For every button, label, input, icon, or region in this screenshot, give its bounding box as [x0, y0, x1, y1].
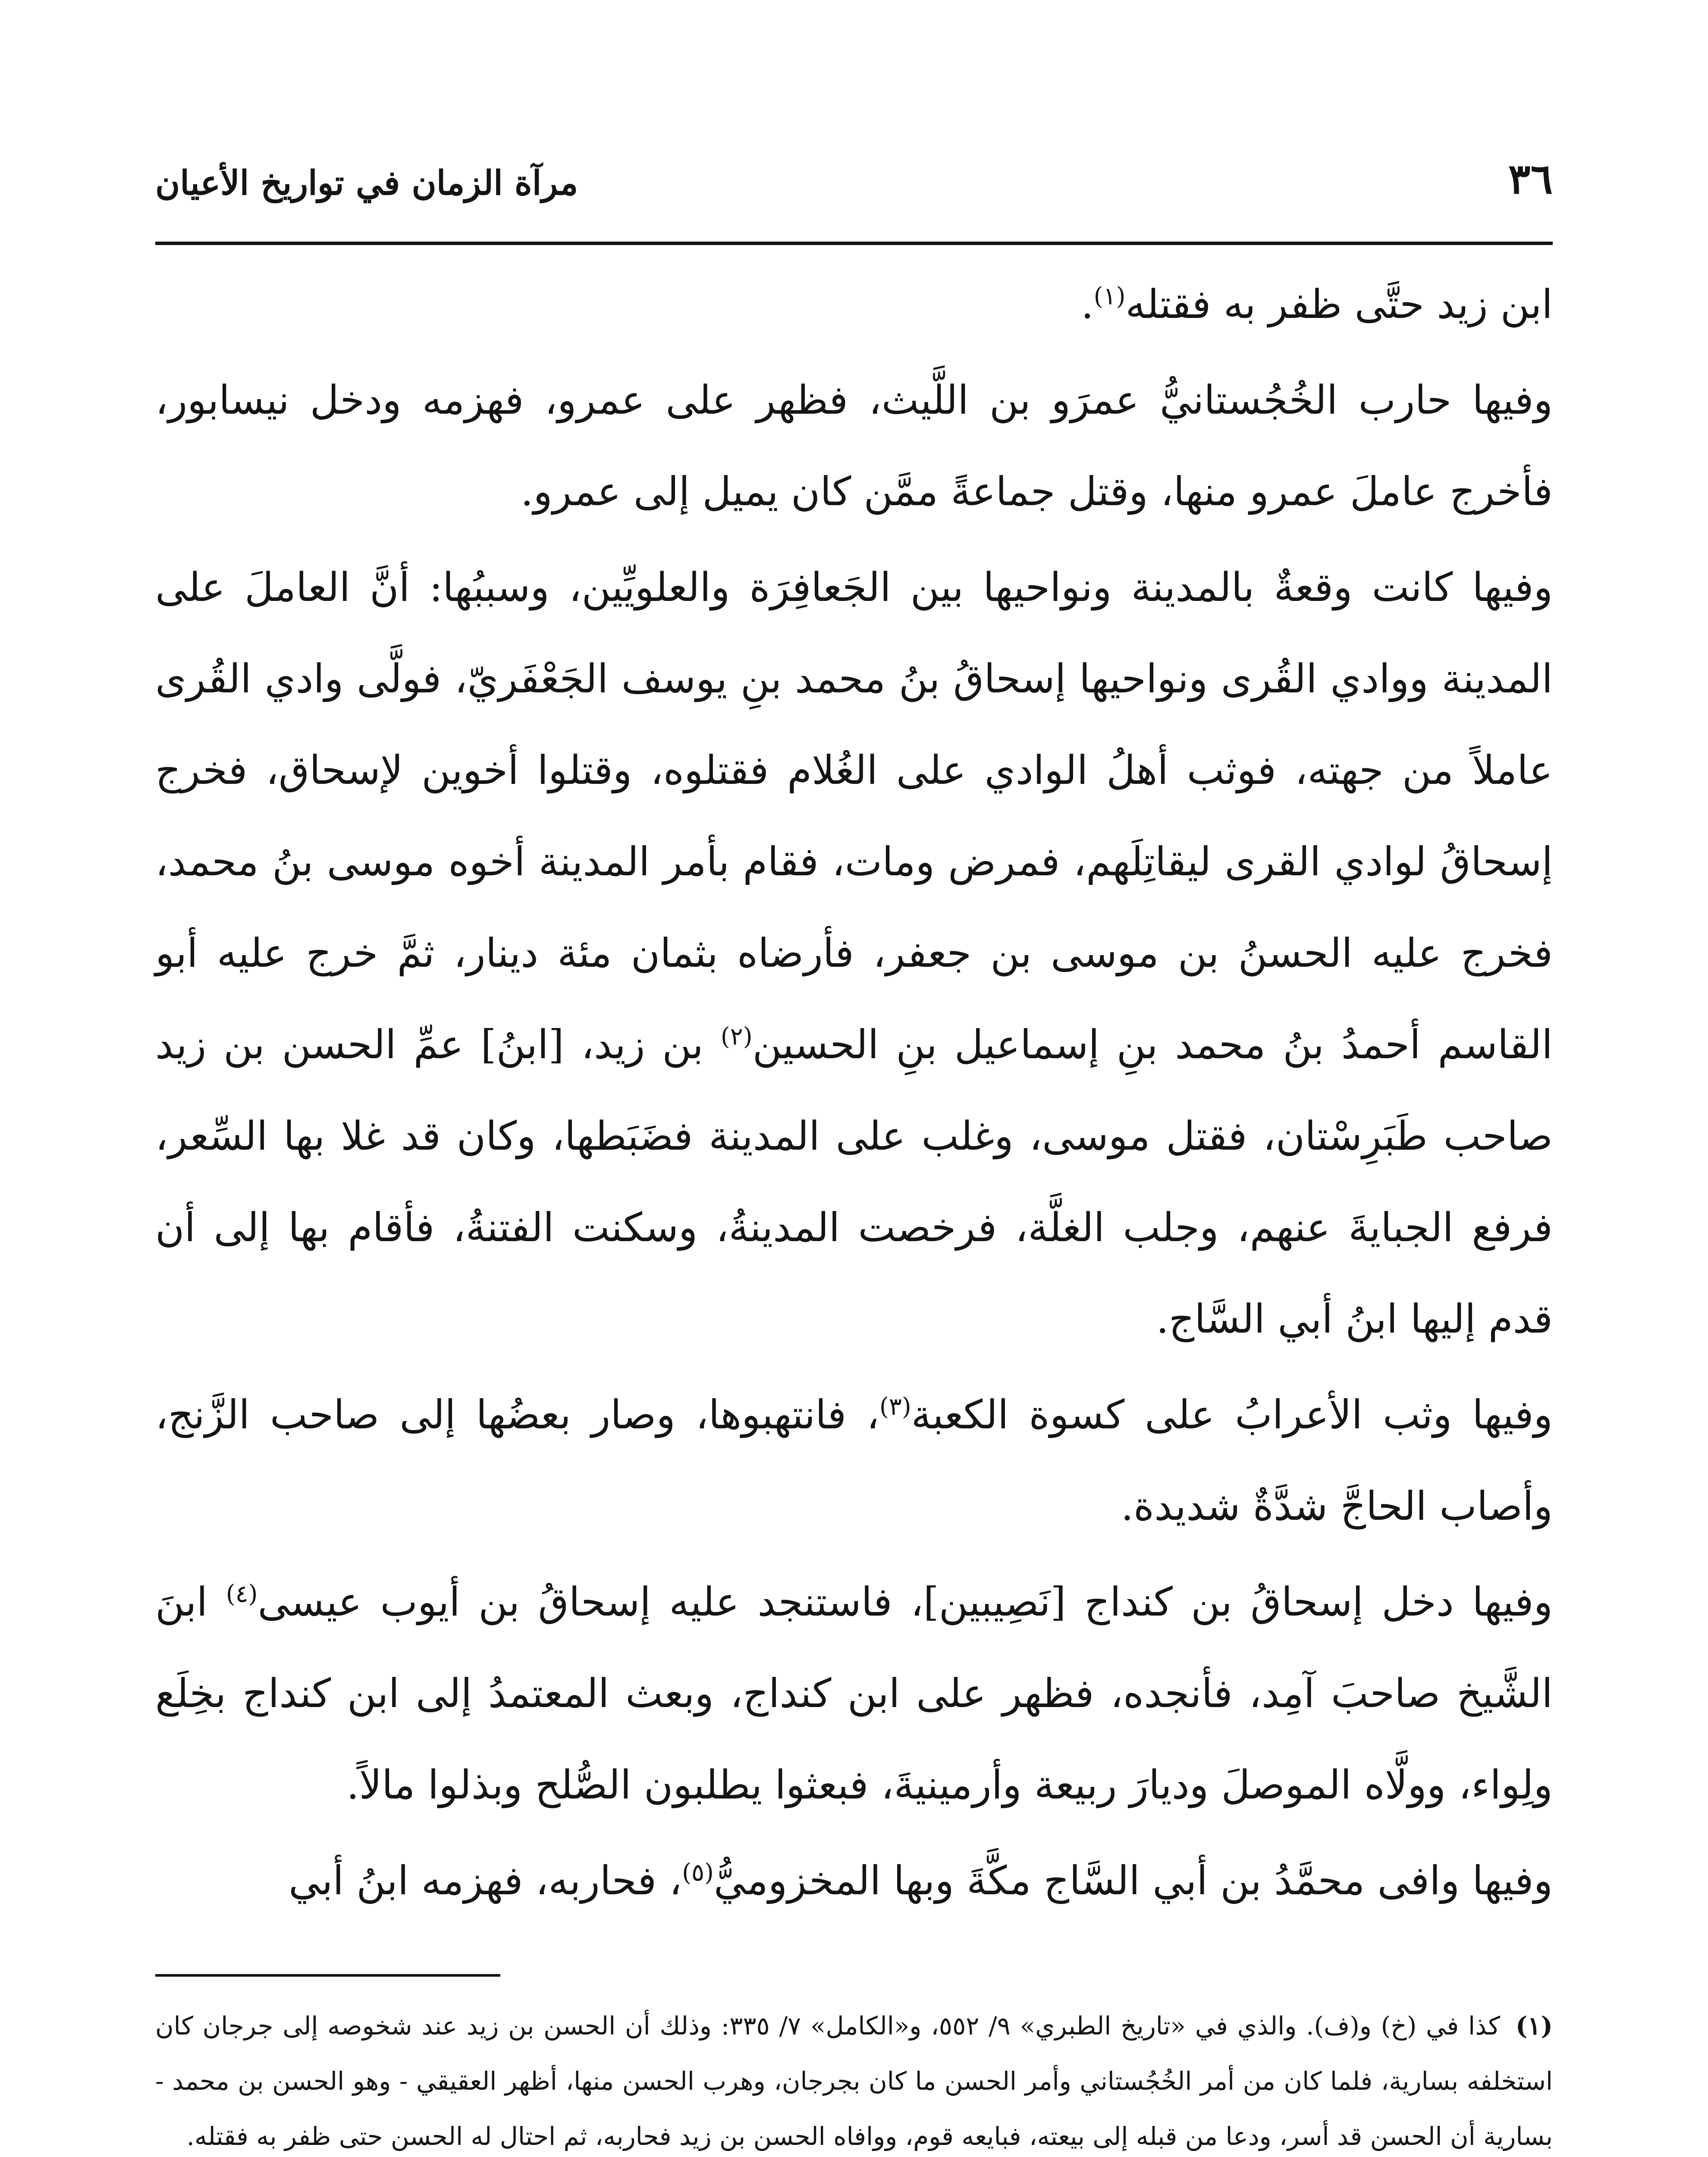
- footnote-marker-5: (٥): [682, 1858, 714, 1887]
- paragraph-tail: .: [1081, 281, 1094, 327]
- paragraph-text: وفيها وثب الأعرابُ على كسوة الكعبة: [911, 1392, 1553, 1438]
- footnote-separator: [155, 1974, 500, 1977]
- paragraph-text: ابن زيد حتَّى ظفر به فقتله: [1125, 281, 1553, 327]
- paragraph-tail: ، فحاربه، فهزمه ابنُ أبي: [289, 1858, 682, 1904]
- book-page: [155, 142, 1553, 2157]
- page-header: [155, 142, 1553, 250]
- paragraph-text: وفيها كانت وقعةٌ بالمدينة ونواحيها بين الجَعافِرَة والعلويِّين، وسببُها: أنَّ العاملَ على المدينة ووادي القُرى ونواحيها إسحاقُ بنُ محمد بنِ يوسف الجَعْفَريّ، فولَّى وادي القُرى عاملاً من جهته، فوثب أهلُ الوادي على الغُلام فقتلوه، وقتلوا أخوين لإسحاق، فخرج إسحاقُ لوادي القرى ليقاتِلَهم، فمرض ومات، فقام بأمر المدينة أخوه موسى بنُ محمد، فخرج عليه الحسنُ بن موسى بن جعفر، فأرضاه بثمان مئة دينار، ثمَّ خرج عليه أبو القاسم أحمدُ بنُ محمد بنِ إسماعيل بنِ الحسين: [155, 564, 1553, 1068]
- footnotes: [155, 1998, 1553, 2157]
- footnote-marker-2: (٢): [720, 1022, 753, 1051]
- footnote-marker-1: (١): [1093, 282, 1126, 311]
- paragraph-tail: بن زيد، [ابنُ] عمِّ الحسن بن زيد صاحب طَبَرِسْتان، فقتل موسى، وغلب على المدينة فضَبَطها، وكان قد غلا بها السِّعر، فرفع الجبايةَ عنهم، وجلب الغلَّة، فرخصت المدينةُ، وسكنت الفتنةُ، فأقام بها إلى أن قدم إليها ابنُ أبي السَّاج.: [155, 1022, 1553, 1342]
- main-text: [155, 259, 1553, 1927]
- footnote-text: كذا في (خ) و(ف). والذي في «تاريخ الطبري» ٩/ ٥٥٢، و«الكامل» ٧/ ٣٣٥: وذلك أن الحسن بن زيد عند شخوصه إلى جرجان كان استخلفه بسارية، فلما كان من أمر الخُجُستاني وأمر الحسن ما كان بجرجان، وهرب الحسن منها، أظهر العقيقي - وهو الحسن بن محمد - بسارية أن الحسن قد أسر، ودعا من قبله إلى بيعته، فبايعه قوم، ووافاه الحسن بن زيد فحاربه، ثم احتال له الحسن حتى ظفر به فقتله.: [155, 2011, 1553, 2151]
- paragraph-text: وفيها وافى محمَّدُ بن أبي السَّاج مكَّةَ وبها المخزوميُّ: [713, 1858, 1553, 1904]
- paragraph-text: وفيها حارب الخُجُستانيُّ عمرَو بن اللَّيث، فظهر على عمرو، فهزمه ودخل نيسابور، فأخرج عاملَ عمرو منها، وقتل جماعةً ممَّن كان يميل إلى عمرو.: [155, 377, 1553, 515]
- footnote-marker-3: (٣): [879, 1393, 911, 1421]
- paragraph-2: [155, 355, 1553, 538]
- footnote-number: (١): [1515, 2011, 1553, 2041]
- paragraph-6: [155, 1835, 1553, 1927]
- paragraph-3: [155, 542, 1553, 1365]
- paragraph-tail: ابنَ الشَّيخ صاحبَ آمِد، فأنجده، فظهر على ابن كنداج، وبعث المعتمدُ إلى ابن كنداج بخِلَع ولِواء، وولَّاه الموصلَ وديارَ ربيعة وأرمينيةَ، فبعثوا يطلبون الصُّلح وبذلوا مالاً.: [155, 1579, 1553, 1808]
- header-rule: [155, 242, 1553, 245]
- paragraph-text: وفيها دخل إسحاقُ بن كنداج [نَصِيبين]، فاستنجد عليه إسحاقُ بن أيوب عيسى: [257, 1579, 1553, 1625]
- footnote-marker-4: (٤): [226, 1580, 258, 1608]
- paragraph-4: [155, 1369, 1553, 1552]
- footnote-1: [155, 1998, 1553, 2157]
- paragraph-1: [155, 259, 1553, 350]
- paragraph-tail: ، فانتهبوها، وصار بعضُها إلى صاحب الزَّنج، وأصاب الحاجَّ شدَّةٌ شديدة.: [155, 1392, 1553, 1529]
- paragraph-5: [155, 1556, 1553, 1831]
- page-number: ٣٦: [1508, 154, 1553, 203]
- running-title: مرآة الزمان في تواريخ الأعيان: [155, 164, 578, 203]
